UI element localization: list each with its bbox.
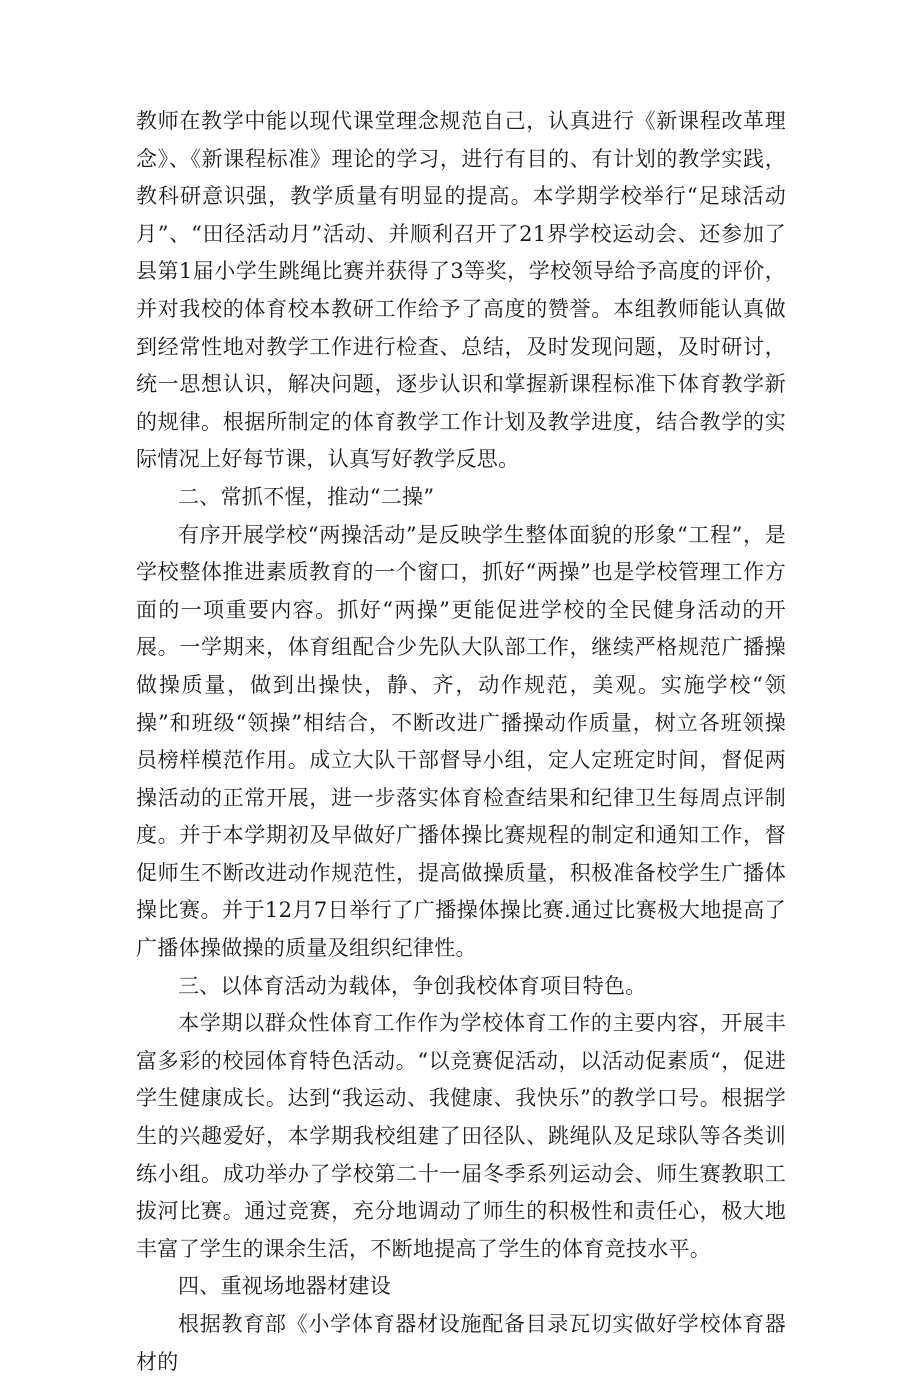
paragraph-two-exercises: 有序开展学校“两操活动”是反映学生整体面貌的形象“工程”，是学校整体推进素质教育的一个窗口，抓好“两操”也是学校管理工作方面的一项重要内容。抓好“两操”更能促进学校的全民健身活动的开展。一学期来，体育组配合少先队大队部工作，继续严格规范广播操做操质量，做到出操快，静、齐，动作规范，美观。实施学校“领操”和班级“领操”相结合，不断改进广播操动作质量，树立各班领操员榜样模范作用。成立大队干部督导小组，定人定班定时间，督促两操活动的正常开展，进一步落实体育检查结果和纪律卫生每周点评制度。并于本学期初及早做好广播体操比赛规程的制定和通知工作，督促师生不断改进动作规范性，提高做操质量，积极准备校学生广播体操比赛。并于12月7日举行了广播操体操比赛.通过比赛极大地提高了广播体操做操的质量及组织纪律性。: [136, 522, 786, 961]
paragraph-teaching-work: 教师在教学中能以现代课堂理念规范自己，认真进行《新课程改革理念》、《新课程标准》理论的学习，进行有目的、有计划的教学实践，教科研意识强，教学质量有明显的提高。本学期学校举行“足球活动月”、“田径活动月”活动、并顺利召开了21界学校运动会、还参加了县第1届小学生跳绳比赛并获得了3等奖，学校领导给予高度的评价，并对我校的体育校本教研工作给予了高度的赞誉。本组教师能认真做到经常性地对教学工作进行检查、总结，及时发现问题，及时研讨，统一思想认识，解决问题，逐步认识和掌握新课程标准下体育教学新的规律。根据所制定的体育教学工作计划及教学进度，结合教学的实际情况上好每节课，认真写好教学反思。: [136, 109, 786, 472]
paragraph-equipment: 根据教育部《小学体育器材设施配备目录瓦切实做好学校体育器材的: [136, 1312, 786, 1374]
document-body: [136, 103, 786, 1381]
heading-sports-activities: 三、以体育活动为载体，争创我校体育项目特色。: [178, 973, 647, 998]
paragraph-sports-activities: 本学期以群众性体育工作作为学校体育工作的主要内容，开展丰富多彩的校园体育特色活动。“以竞赛促活动，以活动促素质“，促进学生健康成长。达到“我运动、我健康、我快乐”的教学口号。根据学生的兴趣爱好，本学期我校组建了田径队、跳绳队及足球队等各类训练小组。成功举办了学校第二十一届冬季系列运动会、师生赛教职工拔河比赛。通过竞赛，充分地调动了师生的积极性和责任心，极大地丰富了学生的课余生活，不断地提高了学生的体育竞技水平。: [136, 1011, 786, 1261]
heading-two-exercises: 二、常抓不惺，推动“二操”: [178, 484, 435, 509]
heading-equipment: 四、重视场地器材建设: [178, 1274, 391, 1299]
